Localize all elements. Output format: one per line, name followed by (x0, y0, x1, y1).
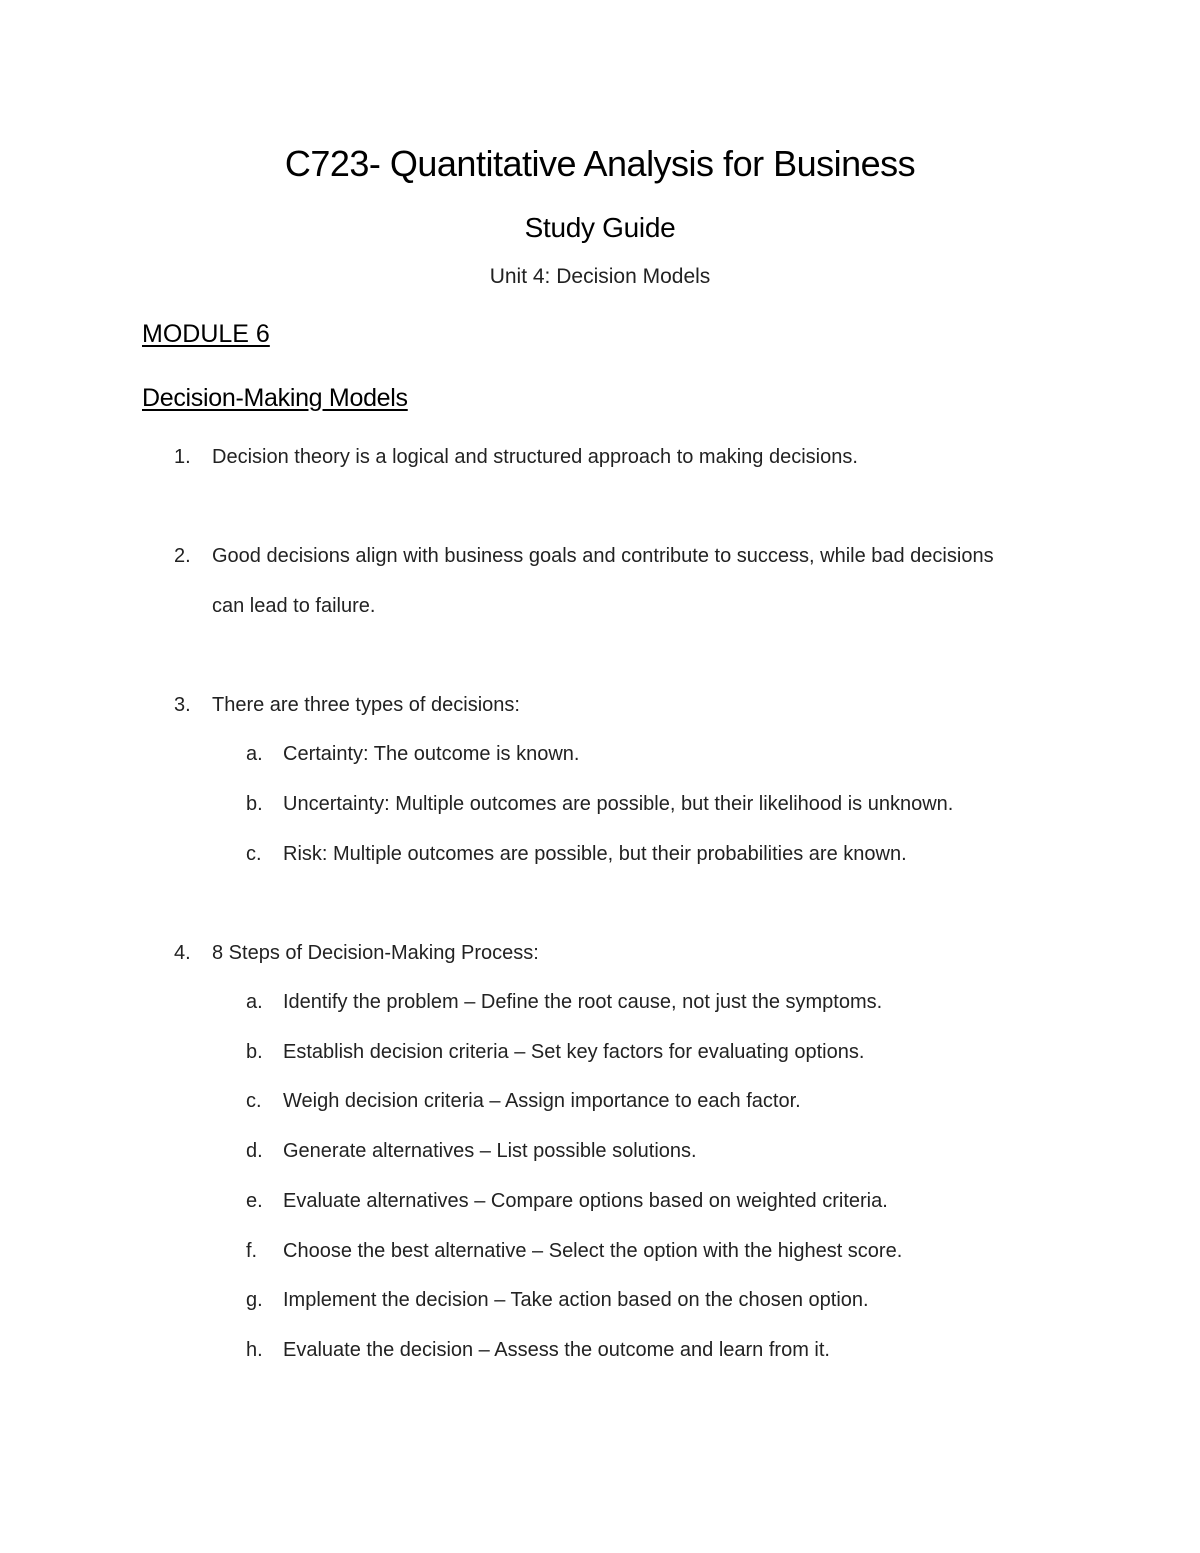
sub-item-text: Identify the problem – Define the root cause, not just the symptoms. (283, 991, 883, 1013)
list-item-number: 4. (174, 942, 191, 964)
list-item-text: can lead to failure. (212, 595, 376, 617)
list-item-number: 1. (174, 446, 191, 468)
list-item-text: There are three types of decisions: (212, 694, 520, 716)
sub-item-letter: b. (246, 1041, 263, 1063)
sub-item-letter: a. (246, 743, 263, 765)
sub-item-text: Choose the best alternative – Select the option with the highest score. (283, 1240, 903, 1262)
sub-item-text: Evaluate alternatives – Compare options based on weighted criteria. (283, 1190, 888, 1212)
sub-item-text: Establish decision criteria – Set key factors for evaluating options. (283, 1041, 865, 1063)
sub-item-text: Weigh decision criteria – Assign importance to each factor. (283, 1090, 801, 1112)
sub-item-letter: c. (246, 1090, 262, 1112)
sub-item-text: Implement the decision – Take action based on the chosen option. (283, 1289, 869, 1311)
sub-item-letter: f. (246, 1240, 258, 1262)
sub-item-text: Generate alternatives – List possible solutions. (283, 1140, 697, 1162)
sub-item-letter: c. (246, 843, 262, 865)
sub-item-text: Uncertainty: Multiple outcomes are possible, but their likelihood is unknown. (283, 793, 954, 815)
sub-item-letter: d. (246, 1140, 263, 1162)
section-heading: Decision-Making Models (142, 384, 408, 412)
sub-item-letter: b. (246, 793, 263, 815)
sub-item-text: Risk: Multiple outcomes are possible, but their probabilities are known. (283, 843, 907, 865)
list-item-text: Good decisions align with business goals and contribute to success, while bad decisions (212, 545, 994, 567)
sub-item-letter: a. (246, 991, 263, 1013)
sub-item-text: Evaluate the decision – Assess the outcome and learn from it. (283, 1339, 830, 1361)
sub-item-letter: g. (246, 1289, 263, 1311)
list-item-text: 8 Steps of Decision-Making Process: (212, 942, 539, 964)
list-item-number: 3. (174, 694, 191, 716)
sub-item-letter: h. (246, 1339, 263, 1361)
list-item-text: Decision theory is a logical and structured approach to making decisions. (212, 446, 858, 468)
document-title: C723- Quantitative Analysis for Business (284, 143, 916, 184)
sub-item-letter: e. (246, 1190, 263, 1212)
module-heading: MODULE 6 (142, 320, 270, 348)
document-subtitle: Study Guide (524, 212, 676, 243)
sub-item-text: Certainty: The outcome is known. (283, 743, 580, 765)
unit-heading: Unit 4: Decision Models (489, 265, 711, 288)
list-item-number: 2. (174, 545, 191, 567)
